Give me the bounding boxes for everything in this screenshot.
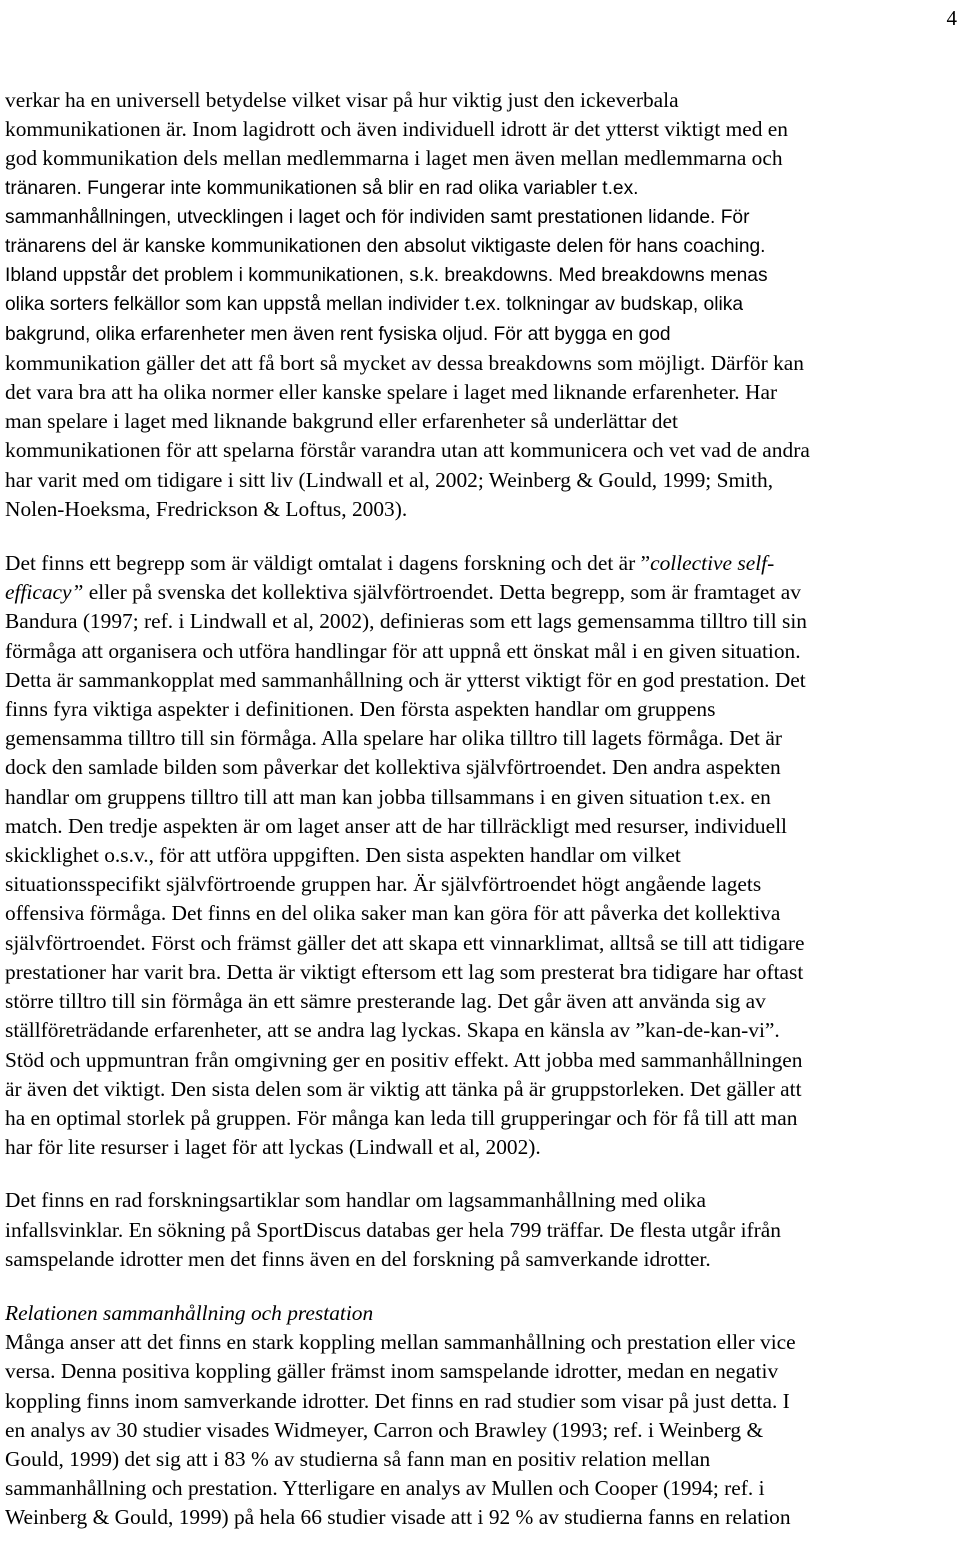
text-line: bakgrund, olika erfarenheter men även rent fysiska oljud. För att bygga en god [5,323,671,345]
italic-term: efficacy” [5,580,84,605]
text-line: kommunikation gäller det att få bort så mycket av dessa breakdowns som möjligt. Därför kan [5,350,804,375]
text-line: finns fyra viktiga aspekter i definitionen. Den första aspekten handlar om gruppens [5,697,716,722]
text-line: kommunikationen för att spelarna förstår varandra utan att kommunicera och vet vad de andra [5,438,810,463]
text-line: förmåga att organisera och utföra handlingar för att uppnå ett önskat mål i en given situation. [5,638,801,663]
text-line: en analys av 30 studier visades Widmeyer, Carron och Brawley (1993; ref. i Weinberg & [5,1417,764,1442]
text-line: infallsvinklar. En sökning på SportDiscus databas ger hela 799 träffar. De flesta utgår ifrån [5,1217,781,1242]
text-line: versa. Denna positiva koppling gäller främst inom samspelande idrotter, medan en negativ [5,1359,779,1384]
paragraph-spacer [5,1274,957,1299]
text-line: offensiva förmåga. Det finns en del olika saker man kan göra för att påverka det kollektiva [5,901,781,926]
text-line: situationsspecifikt självförtroende gruppen har. Är självförtroendet högt angående lagets [5,872,762,897]
text-line: tränaren. Fungerar inte kommunikationen så blir en rad olika variabler t.ex. [5,177,639,199]
section-heading: Relationen sammanhållning och prestation [5,1300,374,1325]
text-line: Bandura (1997; ref. i Lindwall et al, 2002), definieras som ett lags gemensamma tilltro till sin [5,609,807,634]
text-line [5,549,957,578]
text-line: Det finns en rad forskningsartiklar som handlar om lagsammanhållning med olika [5,1188,706,1213]
text-line [5,578,957,607]
text-line: har varit med om tidigare i sitt liv (Lindwall et al, 2002; Weinberg & Gould, 1999; Smith, [5,467,774,492]
text-line: olika sorters felkällor som kan uppstå mellan individer t.ex. tolkningar av budskap, olika [5,294,744,316]
text-line: prestationer har varit bra. Detta är viktigt eftersom ett lag som presterat bra tidigare har oftast [5,959,804,984]
text-line: större tilltro till sin förmåga än ett sämre presterande lag. Det går även att använda sig av [5,989,766,1014]
text-line: ställföreträdande erfarenheter, att se andra lag lyckas. Skapa en känsla av ”kan-de-kan-vi”. [5,1018,780,1043]
text-line: Stöd och uppmuntran från omgivning ger en positiv effekt. Att jobba med sammanhållningen [5,1047,803,1072]
text-line: självförtroendet. Först och främst gäller det att skapa ett vinnarklimat, alltså se till att tidigare [5,930,805,955]
text-line: god kommunikation dels mellan medlemmarna i laget men även mellan medlemmarna och [5,146,783,171]
paragraph-cohesion-performance [5,1328,957,1532]
italic-term: collective self- [650,551,775,576]
document-body [5,86,957,1533]
text-line: Detta är sammankopplat med sammanhållning och är ytterst viktigt för en god prestation. Det [5,667,806,692]
paragraph-collective-efficacy [5,549,957,1162]
text-line: gemensamma tilltro till sin förmåga. Alla spelare har olika tilltro till lagets förmåga. Det är [5,726,782,751]
paragraph-research [5,1186,957,1274]
page-number: 4 [946,6,957,30]
text-line: Ibland uppstår det problem i kommunikationen, s.k. breakdowns. Med breakdowns menas [5,265,768,287]
text-line: skicklighet o.s.v., för att utföra uppgiften. Den sista aspekten handlar om vilket [5,843,681,868]
text-line: är även det viktigt. Den sista delen som är viktig att tänka på är gruppstorleken. Det gäller att [5,1076,802,1101]
text-line: Nolen-Hoeksma, Fredrickson & Loftus, 2003). [5,496,408,521]
text-line: handlar om gruppens tilltro till att man kan jobba tillsammans i en given situation t.ex. en [5,784,771,809]
paragraph-spacer [5,524,957,549]
text-segment: Det finns ett begrepp som är väldigt omtalat i dagens forskning och det är ” [5,551,651,576]
text-line: sammanhållningen, utvecklingen i laget och för individen samt prestationen lidande. För [5,206,750,228]
text-line: det vara bra att ha olika normer eller kanske spelare i laget med liknande erfarenheter. Har [5,380,778,405]
paragraph-communication [5,86,957,524]
text-line: koppling finns inom samverkande idrotter. Det finns en rad studier som visar på just detta. I [5,1388,790,1413]
text-line: sammanhållning och prestation. Ytterligare en analys av Mullen och Cooper (1994; ref. i [5,1476,765,1501]
text-line: verkar ha en universell betydelse vilket visar på hur viktig just den ickeverbala [5,88,679,112]
text-line: kommunikationen är. Inom lagidrott och även individuell idrott är det ytterst viktigt med en [5,117,788,142]
text-line: Många anser att det finns en stark koppling mellan sammanhållning och prestation eller vice [5,1330,796,1355]
text-line: ha en optimal storlek på gruppen. För många kan leda till grupperingar och för få till att man [5,1105,798,1130]
text-line: har för lite resurser i laget för att lyckas (Lindwall et al, 2002). [5,1135,541,1160]
paragraph-spacer [5,1162,957,1186]
text-line: Gould, 1999) det sig att i 83 % av studierna så fann man en positiv relation mellan [5,1446,711,1471]
text-segment: eller på svenska det kollektiva självförtroendet. Detta begrepp, som är framtaget av [83,580,801,605]
text-line: dock den samlade bilden som påverkar det kollektiva självförtroendet. Den andra aspekten [5,755,781,780]
text-line: match. Den tredje aspekten är om laget anser att de har tillräckligt med resurser, individuell [5,813,787,838]
text-line: Weinberg & Gould, 1999) på hela 66 studier visade att i 92 % av studierna fanns en relation [5,1505,791,1530]
text-line: tränarens del är kanske kommunikationen den absolut viktigaste delen för hans coaching. [5,236,766,258]
text-line: samspelande idrotter men det finns även en del forskning på samverkande idrotter. [5,1246,711,1271]
text-line: man spelare i laget med liknande bakgrund eller erfarenheter så underlättar det [5,409,678,434]
